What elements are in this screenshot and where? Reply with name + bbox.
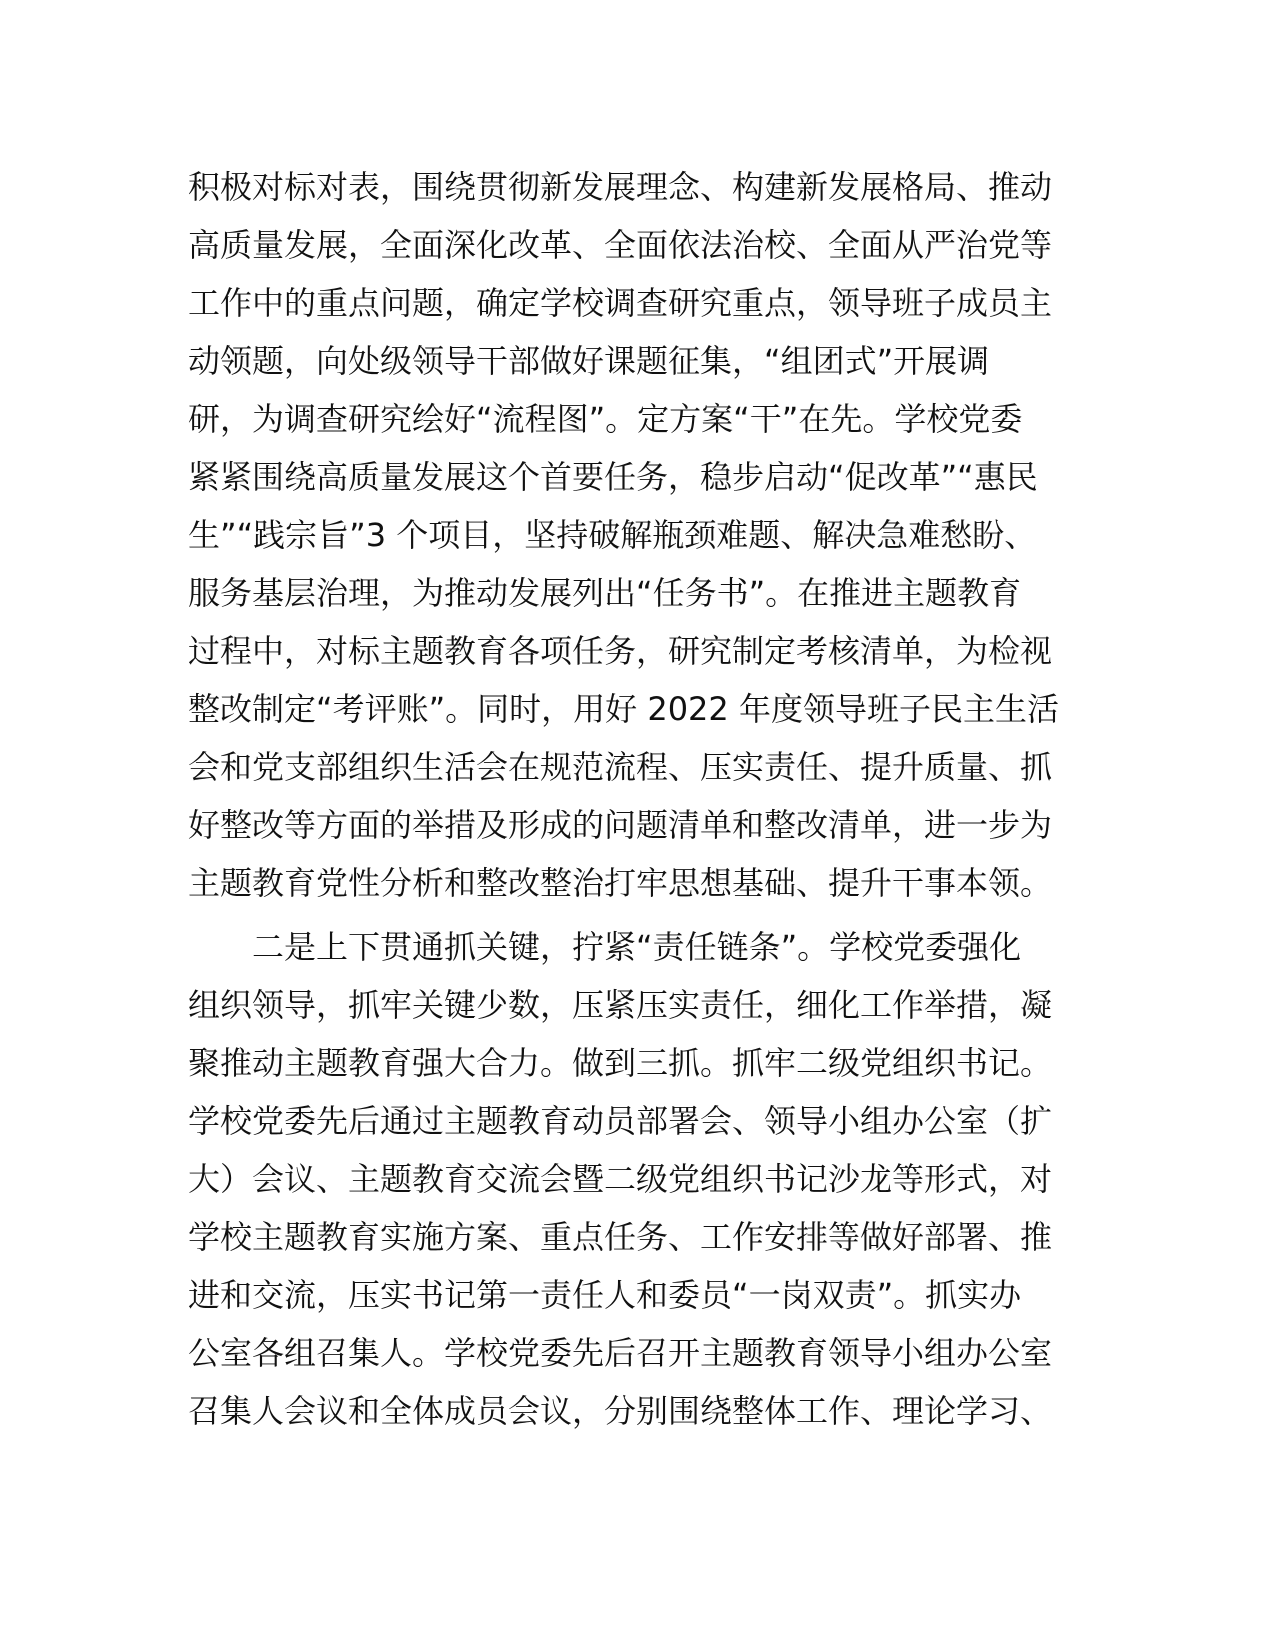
text-line: 大）会议、主题教育交流会暨二级党组织书记沙龙等形式，对 bbox=[188, 1160, 1053, 1198]
paragraph-2 bbox=[188, 918, 1088, 1440]
text-line: 学校党委先后通过主题教育动员部署会、领导小组办公室（扩 bbox=[188, 1102, 1053, 1140]
text-line: 进和交流，压实书记第一责任人和委员“一岗双责”。抓实办 bbox=[188, 1276, 1022, 1314]
text-line: 会和党支部组织生活会在规范流程、压实责任、提升质量、抓 bbox=[188, 748, 1053, 786]
text-line: 好整改等方面的举措及形成的问题清单和整改清单，进一步为 bbox=[188, 806, 1053, 844]
text-line: 服务基层治理，为推动发展列出“任务书”。在推进主题教育 bbox=[188, 574, 1022, 612]
text-line: 聚推动主题教育强大合力。做到三抓。抓牢二级党组织书记。 bbox=[188, 1044, 1053, 1082]
text-line-first: 二是上下贯通抓关键，拧紧“责任链条”。学校党委强化 bbox=[252, 928, 1022, 966]
text-line: 组织领导，抓牢关键少数，压紧压实责任，细化工作举措，凝 bbox=[188, 986, 1053, 1024]
text-line: 召集人会议和全体成员会议，分别围绕整体工作、理论学习、 bbox=[188, 1392, 1053, 1430]
document-body bbox=[188, 158, 1088, 1440]
text-line: 生”“践宗旨”3 个项目，坚持破解瓶颈难题、解决急难愁盼、 bbox=[188, 516, 1037, 554]
text-line: 整改制定“考评账”。同时，用好 2022 年度领导班子民主生活 bbox=[188, 690, 1059, 728]
text-line: 主题教育党性分析和整改整治打牢思想基础、提升干事本领。 bbox=[188, 864, 1053, 902]
text-line: 积极对标对表，围绕贯彻新发展理念、构建新发展格局、推动 bbox=[188, 168, 1053, 206]
text-line: 动领题，向处级领导干部做好课题征集，“组团式”开展调 bbox=[188, 342, 990, 380]
text-line: 工作中的重点问题，确定学校调查研究重点，领导班子成员主 bbox=[188, 284, 1053, 322]
text-line: 高质量发展，全面深化改革、全面依法治校、全面从严治党等 bbox=[188, 226, 1053, 264]
text-line: 学校主题教育实施方案、重点任务、工作安排等做好部署、推 bbox=[188, 1218, 1053, 1256]
text-line: 公室各组召集人。学校党委先后召开主题教育领导小组办公室 bbox=[188, 1334, 1053, 1372]
text-line: 过程中，对标主题教育各项任务，研究制定考核清单，为检视 bbox=[188, 632, 1053, 670]
text-line: 紧紧围绕高质量发展这个首要任务，稳步启动“促改革”“惠民 bbox=[188, 458, 1038, 496]
paragraph-1 bbox=[188, 158, 1088, 912]
text-line: 研，为调查研究绘好“流程图”。定方案“干”在先。学校党委 bbox=[188, 400, 1023, 438]
